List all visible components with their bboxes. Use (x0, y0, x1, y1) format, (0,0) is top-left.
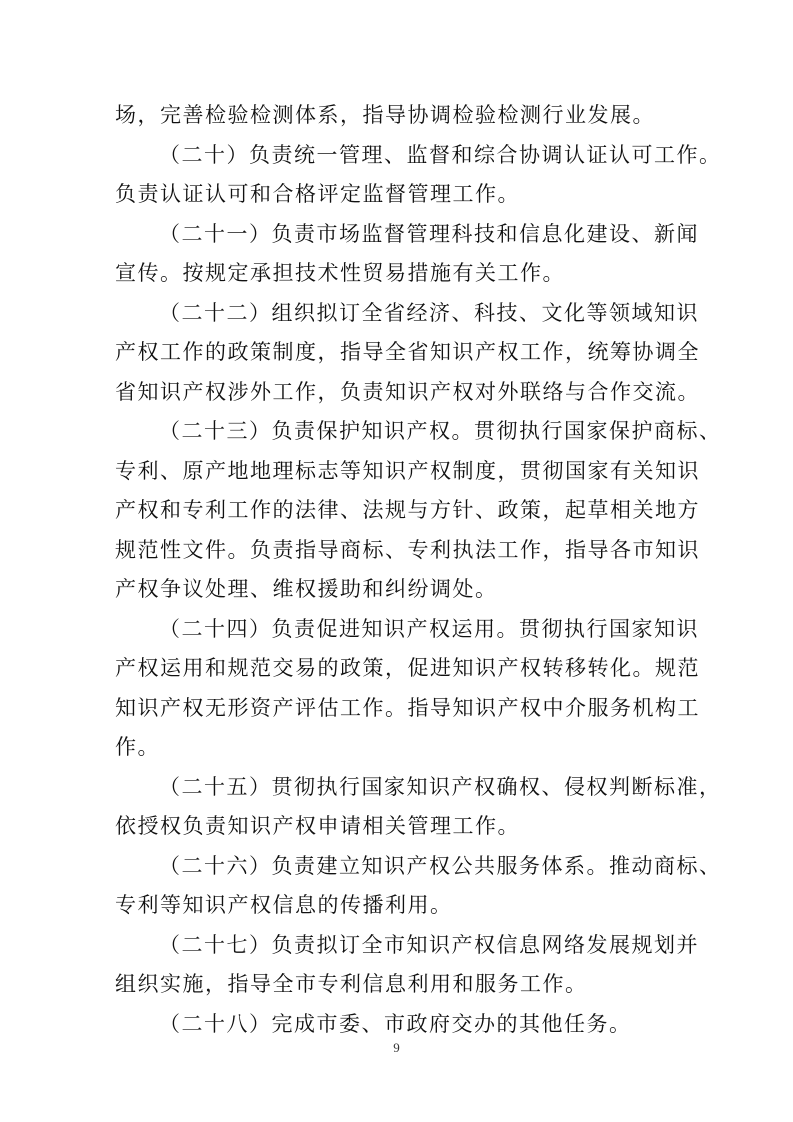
text-line: （二十）负责统一管理、监督和综合协调认证认可工作。 (159, 142, 722, 167)
text-line: 场，完善检验检测体系，指导协调检验检测行业发展。 (115, 103, 655, 127)
text-line: （二十八）完成市委、市政府交办的其他任务。 (159, 1011, 632, 1036)
text-line: （二十五）贯彻执行国家知识产权确权、侵权判断标准， (159, 774, 722, 799)
text-line: 产权争议处理、维权援助和纠纷调处。 (115, 577, 498, 601)
text-line: 作。 (115, 735, 160, 759)
text-line: 省知识产权涉外工作，负责知识产权对外联络与合作交流。 (115, 379, 700, 404)
text-line: （二十二）组织拟订全省经济、科技、文化等领域知识 (159, 300, 699, 325)
text-line: 宣传。按规定承担技术性贸易措施有关工作。 (115, 261, 565, 285)
text-line: （二十一）负责市场监督管理科技和信息化建设、新闻 (159, 221, 699, 246)
text-line: 依授权负责知识产权申请相关管理工作。 (115, 814, 520, 838)
text-line: （二十三）负责保护知识产权。贯彻执行国家保护商标、 (159, 419, 722, 443)
text-line: 产权运用和规范交易的政策，促进知识产权转移转化。规范 (115, 656, 700, 680)
text-line: （二十六）负责建立知识产权公共服务体系。推动商标、 (159, 853, 722, 878)
text-line: 组织实施，指导全市专利信息利用和服务工作。 (115, 972, 588, 996)
text-line: 负责认证认可和合格评定监督管理工作。 (115, 182, 520, 206)
document-body (115, 96, 722, 1044)
text-line: 专利、原产地地理标志等知识产权制度，贯彻国家有关知识 (115, 458, 700, 483)
text-line: 产权工作的政策制度，指导全省知识产权工作，统筹协调全 (115, 340, 700, 364)
text-line: （二十四）负责促进知识产权运用。贯彻执行国家知识 (159, 616, 699, 641)
page-number: 9 (393, 1040, 400, 1055)
text-line: 专利等知识产权信息的传播利用。 (115, 893, 453, 917)
text-line: 知识产权无形资产评估工作。指导知识产权中介服务机构工 (115, 695, 700, 720)
text-line: 产权和专利工作的法律、法规与方针、政策，起草相关地方 (115, 498, 700, 522)
text-line: 规范性文件。负责指导商标、专利执法工作，指导各市知识 (115, 537, 700, 562)
text-line: （二十七）负责拟订全市知识产权信息网络发展规划并 (159, 932, 699, 957)
